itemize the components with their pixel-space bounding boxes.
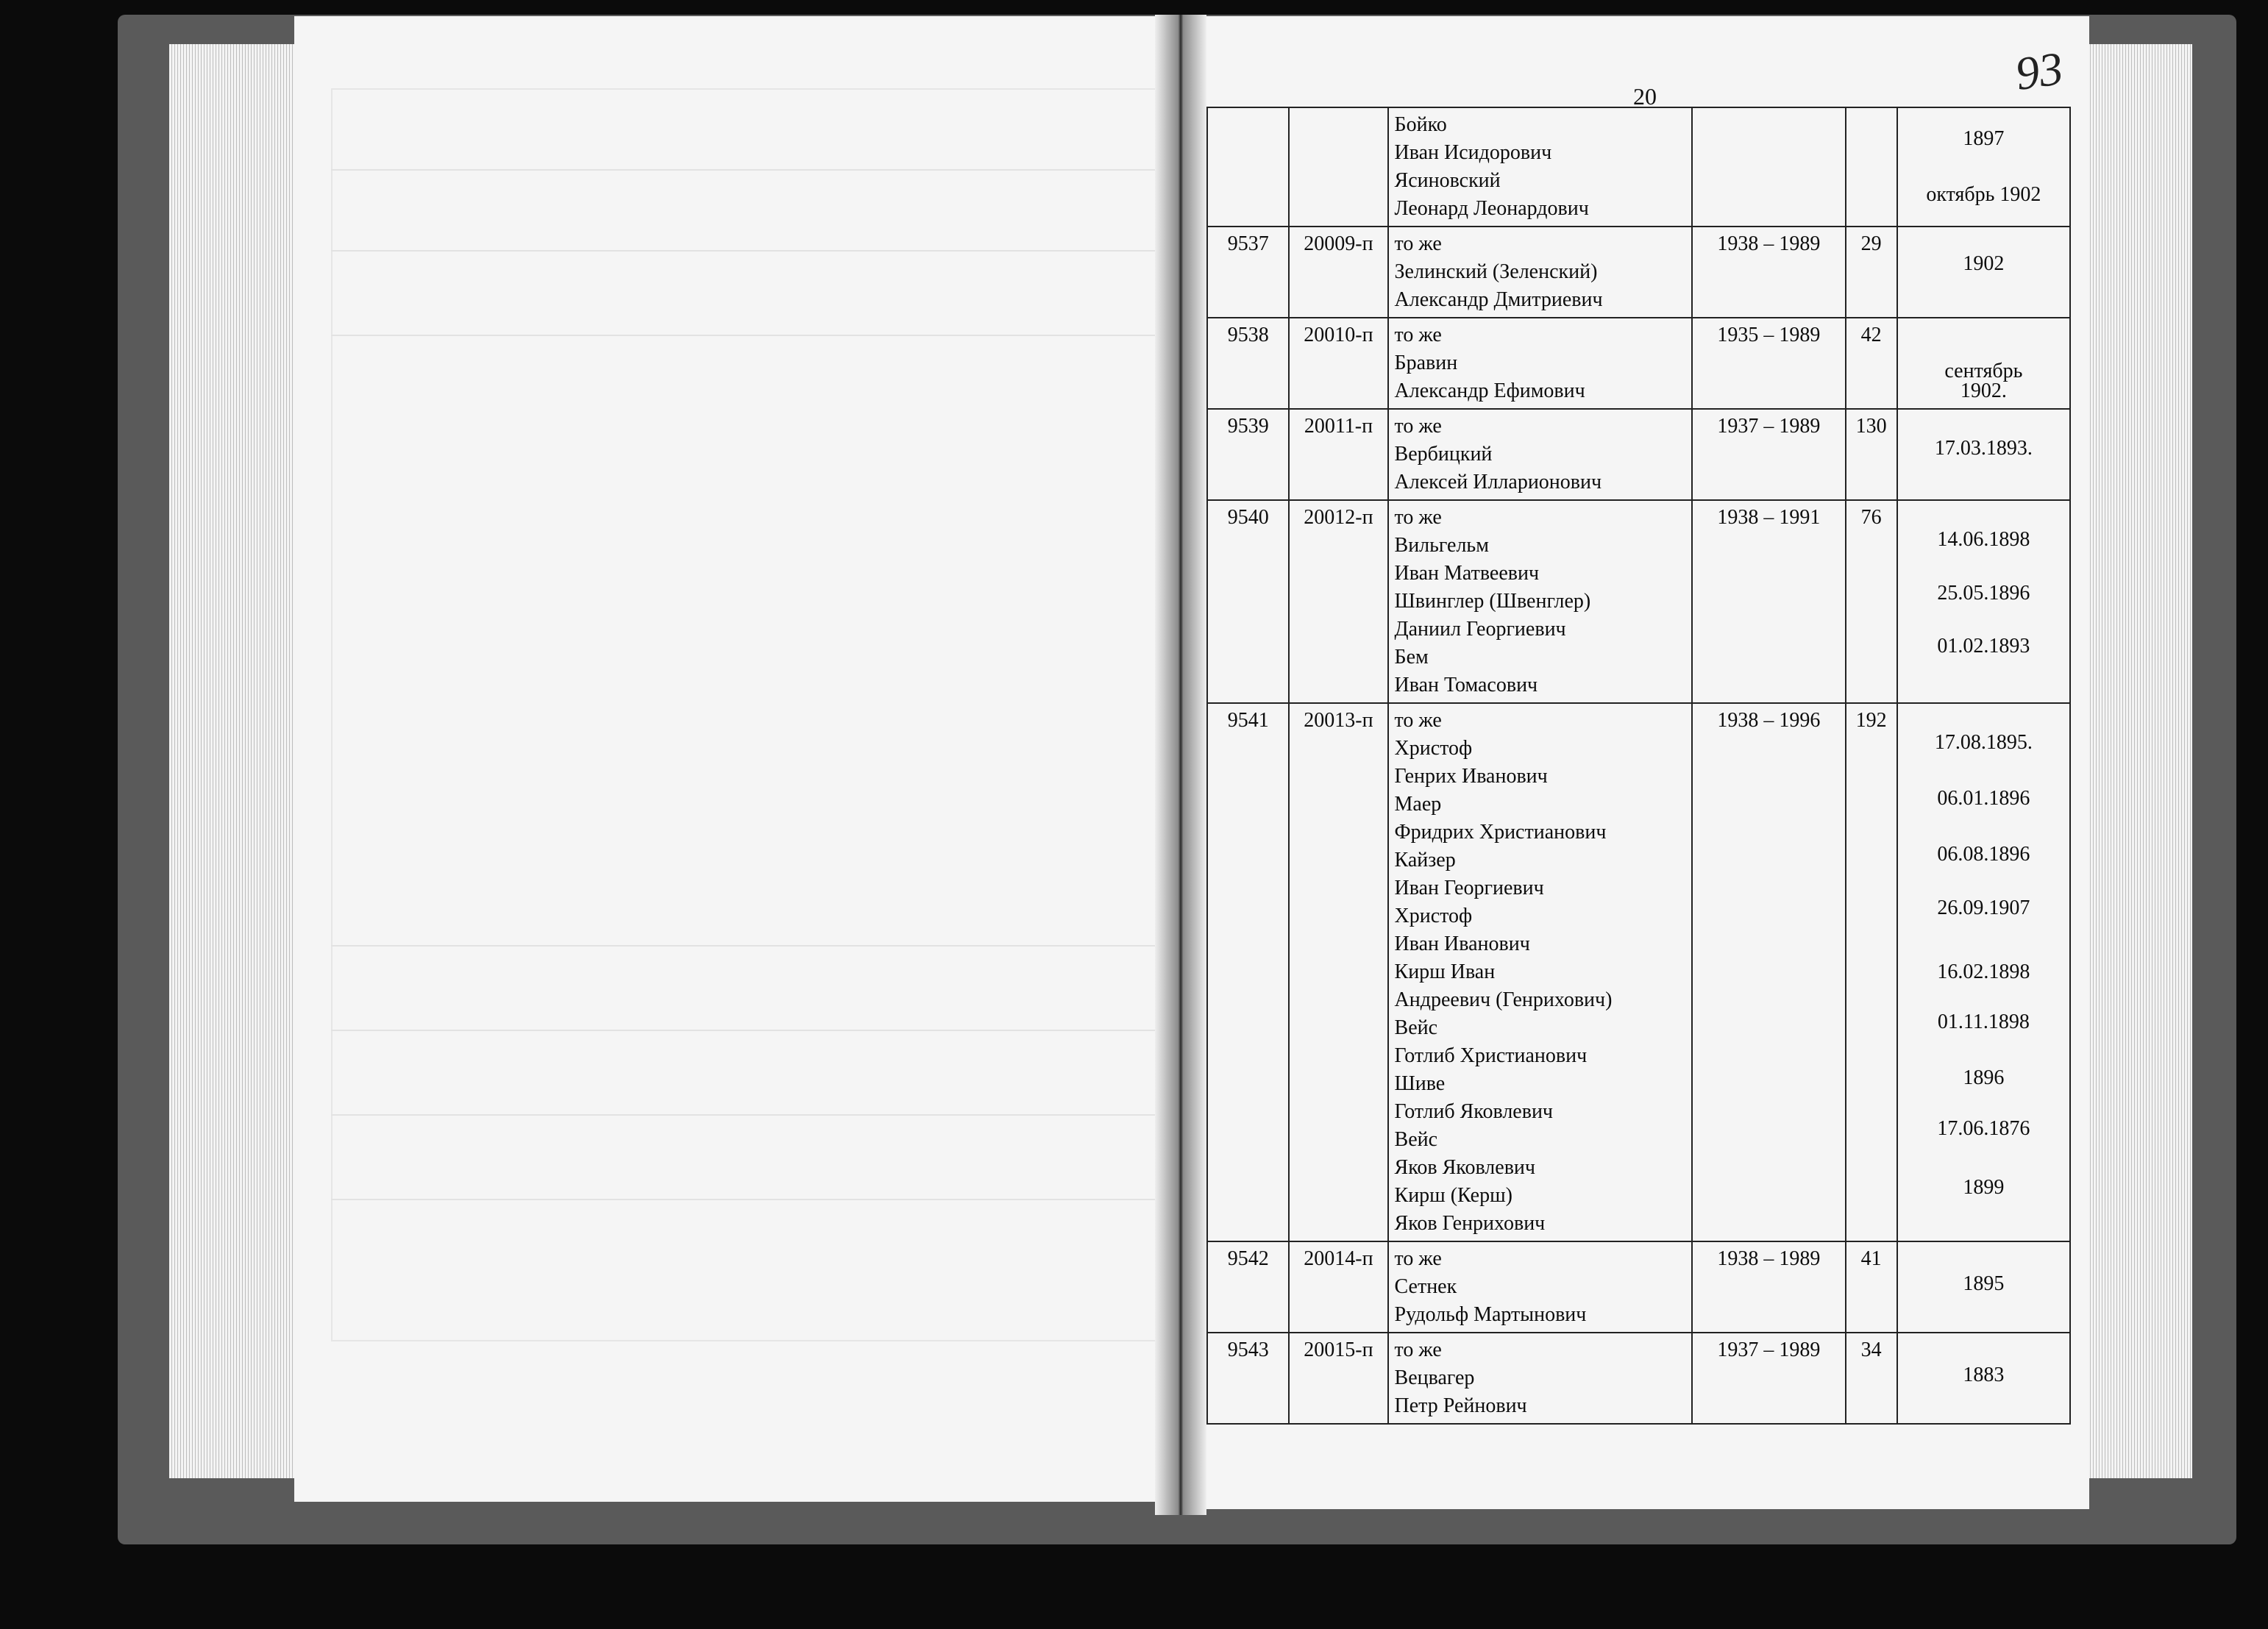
table-row	[1207, 1333, 2070, 1424]
name-line: то же	[1394, 709, 1442, 732]
sheet-count-cell: 76	[1846, 500, 1897, 703]
record-number-cell: 9541	[1207, 703, 1289, 1241]
birth-date-cell	[1897, 1333, 2070, 1424]
birth-date: 25.05.1896	[1937, 581, 2030, 605]
registry-table-body	[1207, 107, 2070, 1424]
sheet-count-cell: 34	[1846, 1333, 1897, 1424]
name-line: Генрих Иванович	[1394, 765, 1548, 788]
page-number: 20	[1633, 83, 1657, 110]
name-line: Иван Георгиевич	[1394, 877, 1544, 899]
table-row	[1207, 409, 2070, 500]
name-line: Вецвагер	[1394, 1366, 1475, 1389]
birth-date: сентябрь	[1944, 360, 2023, 383]
date-range-cell: 1935 – 1989	[1692, 318, 1845, 409]
birth-date: 1883	[1963, 1364, 2005, 1387]
name-line: Александр Дмитриевич	[1394, 288, 1603, 311]
name-line: Маер	[1394, 793, 1442, 816]
name-line: то же	[1394, 415, 1442, 438]
birth-date: 17.03.1893.	[1934, 437, 2033, 460]
names-cell	[1388, 107, 1693, 227]
birth-date: 1895	[1963, 1272, 2005, 1296]
name-line: Готлиб Яковлевич	[1394, 1100, 1554, 1123]
birth-date: 06.01.1896	[1937, 787, 2030, 810]
birth-date: 06.08.1896	[1937, 843, 2030, 866]
table-row	[1207, 703, 2070, 1241]
name-line: то же	[1394, 1247, 1442, 1270]
birth-date: 16.02.1898	[1937, 960, 2030, 983]
name-line: то же	[1394, 1339, 1442, 1361]
names-cell	[1388, 227, 1693, 318]
bleed-rule	[331, 335, 1177, 336]
name-line: Александр Ефимович	[1394, 379, 1585, 402]
name-line: Кайзер	[1394, 849, 1456, 871]
case-number-cell: 20010-п	[1289, 318, 1387, 409]
sheet-count-cell: 192	[1846, 703, 1897, 1241]
name-line: Бравин	[1394, 352, 1458, 374]
birth-date-cell	[1897, 107, 2070, 227]
name-line: Яков Генрихович	[1394, 1212, 1546, 1235]
name-line: Швинглер (Швенглер)	[1394, 590, 1591, 613]
date-range-cell: 1938 – 1991	[1692, 500, 1845, 703]
sheet-count-cell: 41	[1846, 1241, 1897, 1333]
name-line: Леонард Леонардович	[1394, 197, 1589, 220]
date-range-cell: 1938 – 1996	[1692, 703, 1845, 1241]
birth-date: 26.09.1907	[1937, 896, 2030, 919]
name-line: то же	[1394, 324, 1442, 346]
names-cell	[1388, 1241, 1693, 1333]
bleed-rule	[331, 250, 1177, 252]
record-number-cell: 9543	[1207, 1333, 1289, 1424]
record-number-cell: 9539	[1207, 409, 1289, 500]
case-number-cell: 20013-п	[1289, 703, 1387, 1241]
names-cell	[1388, 703, 1693, 1241]
birth-date: 1902.	[1960, 379, 2007, 402]
name-line: Вербицкий	[1394, 443, 1493, 466]
birth-date-cell	[1897, 1241, 2070, 1333]
sheet-count-cell	[1846, 107, 1897, 227]
name-line: Вейс	[1394, 1128, 1438, 1151]
name-line: Андреевич (Генрихович)	[1394, 988, 1613, 1011]
registry-table	[1206, 107, 2071, 1425]
birth-date: 1896	[1963, 1066, 2005, 1090]
record-number-cell	[1207, 107, 1289, 227]
table-row	[1207, 107, 2070, 227]
record-number-cell: 9542	[1207, 1241, 1289, 1333]
name-line: Бем	[1394, 646, 1429, 669]
page-stack-right	[2082, 44, 2192, 1478]
date-range-cell	[1692, 107, 1845, 227]
table-row	[1207, 227, 2070, 318]
birth-date: 1902	[1963, 252, 2005, 275]
name-line: Даниил Георгиевич	[1394, 618, 1566, 641]
name-line: Вейс	[1394, 1016, 1438, 1039]
bleed-rule	[331, 169, 1177, 171]
name-line: Иван Матвеевич	[1394, 562, 1540, 585]
archive-folio-mark: 93	[2012, 41, 2066, 101]
name-line: Иван Исидорович	[1394, 141, 1552, 164]
table-row	[1207, 1241, 2070, 1333]
birth-date: 17.06.1876	[1937, 1116, 2030, 1140]
birth-date: 01.11.1898	[1937, 1010, 2030, 1034]
record-number-cell: 9537	[1207, 227, 1289, 318]
name-line: Иван Томасович	[1394, 674, 1538, 696]
name-line: Готлиб Христианович	[1394, 1044, 1588, 1067]
name-line: Христоф	[1394, 737, 1473, 760]
name-line: Иван Иванович	[1394, 933, 1530, 955]
birth-date: 1897	[1963, 127, 2005, 150]
name-line: то же	[1394, 232, 1442, 255]
birth-date: 01.02.1893	[1937, 634, 2030, 657]
date-range-cell: 1937 – 1989	[1692, 409, 1845, 500]
name-line: то же	[1394, 506, 1442, 529]
birth-date-cell	[1897, 227, 2070, 318]
book-spine	[1155, 15, 1206, 1515]
table-row	[1207, 500, 2070, 703]
table-row	[1207, 318, 2070, 409]
name-line: Алексей Илларионович	[1394, 471, 1602, 493]
name-line: Вильгельм	[1394, 534, 1489, 557]
birth-date-cell	[1897, 703, 2070, 1241]
case-number-cell: 20009-п	[1289, 227, 1387, 318]
date-range-cell: 1938 – 1989	[1692, 227, 1845, 318]
record-number-cell: 9540	[1207, 500, 1289, 703]
case-number-cell: 20012-п	[1289, 500, 1387, 703]
name-line: Яков Яковлевич	[1394, 1156, 1535, 1179]
case-number-cell: 20014-п	[1289, 1241, 1387, 1333]
name-line: Христоф	[1394, 905, 1473, 927]
bleed-rule	[331, 1199, 1177, 1200]
name-line: Кирш (Керш)	[1394, 1184, 1512, 1207]
bleed-rule	[331, 1030, 1177, 1031]
case-number-cell	[1289, 107, 1387, 227]
names-cell	[1388, 318, 1693, 409]
names-cell	[1388, 1333, 1693, 1424]
name-line: Петр Рейнович	[1394, 1394, 1527, 1417]
bleed-rule	[331, 1114, 1177, 1116]
birth-date: 17.08.1895.	[1934, 731, 2033, 755]
birth-date: 14.06.1898	[1937, 528, 2030, 552]
names-cell	[1388, 500, 1693, 703]
page-stack-left	[169, 44, 298, 1478]
record-number-cell: 9538	[1207, 318, 1289, 409]
birth-date-cell	[1897, 318, 2070, 409]
sheet-count-cell: 42	[1846, 318, 1897, 409]
name-line: Бойко	[1394, 113, 1447, 136]
date-range-cell: 1937 – 1989	[1692, 1333, 1845, 1424]
sheet-count-cell: 29	[1846, 227, 1897, 318]
birth-date-cell	[1897, 409, 2070, 500]
name-line: Сетнек	[1394, 1275, 1457, 1298]
name-line: Ясиновский	[1394, 169, 1501, 192]
birth-date: октябрь 1902	[1926, 183, 2041, 206]
name-line: Фридрих Христианович	[1394, 821, 1607, 844]
case-number-cell: 20011-п	[1289, 409, 1387, 500]
name-line: Шиве	[1394, 1072, 1446, 1095]
name-line: Рудольф Мартынович	[1394, 1303, 1587, 1326]
sheet-count-cell: 130	[1846, 409, 1897, 500]
date-range-cell: 1938 – 1989	[1692, 1241, 1845, 1333]
birth-date: 1899	[1963, 1175, 2005, 1199]
name-line: Зелинский (Зеленский)	[1394, 260, 1598, 283]
case-number-cell: 20015-п	[1289, 1333, 1387, 1424]
bleed-rule	[331, 945, 1177, 947]
names-cell	[1388, 409, 1693, 500]
name-line: Кирш Иван	[1394, 960, 1496, 983]
birth-date-cell	[1897, 500, 2070, 703]
left-page-bleed-through	[331, 88, 1180, 1341]
